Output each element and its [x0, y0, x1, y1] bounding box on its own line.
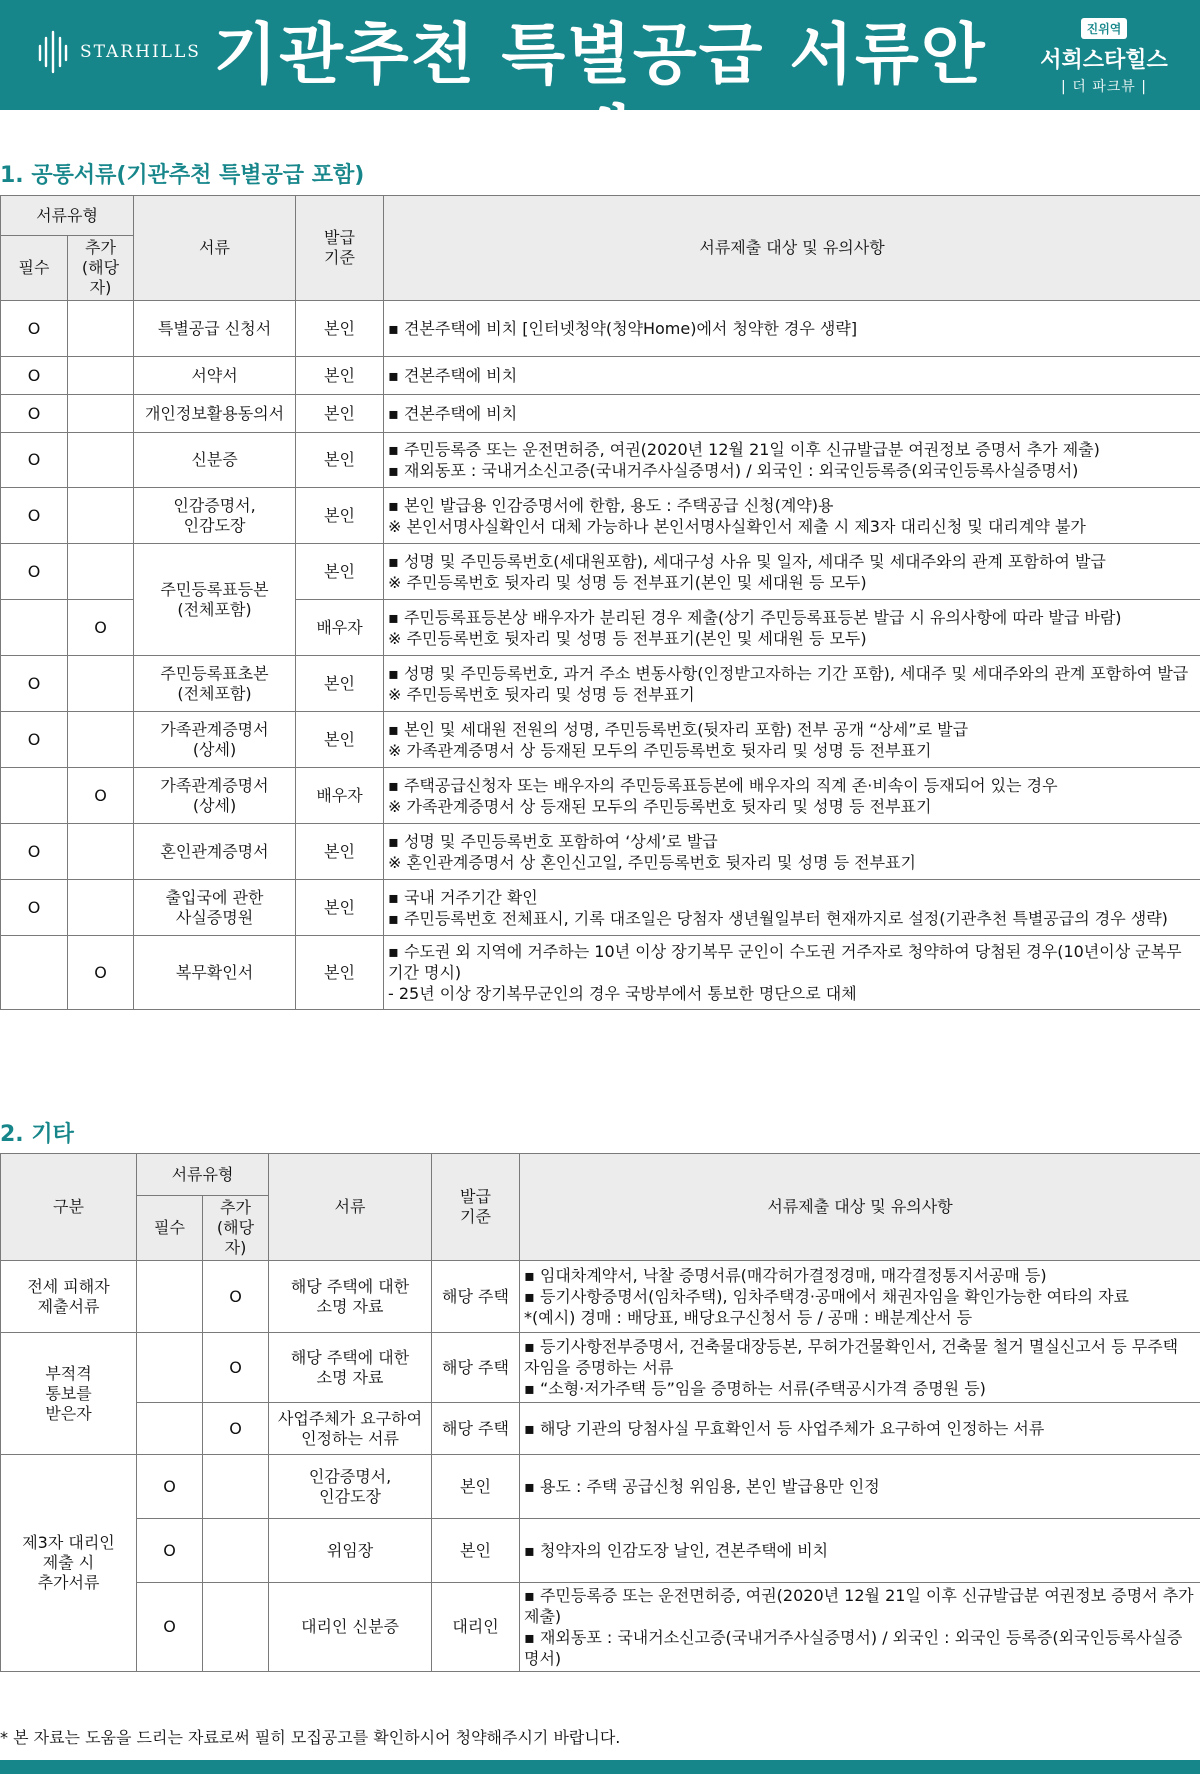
extra-mark: O	[68, 768, 134, 824]
doc-name: 복무확인서	[134, 936, 296, 1010]
basis-cell: 본인	[432, 1519, 520, 1583]
notes-cell	[384, 880, 1200, 936]
basis-cell: 본인	[296, 824, 384, 880]
doc-name: 가족관계증명서 (상세)	[134, 712, 296, 768]
doc-name: 주민등록표초본 (전체포함)	[134, 656, 296, 712]
basis-cell: 대리인	[432, 1583, 520, 1672]
note-line: ※ 주민등록번호 뒷자리 및 성명 등 전부표기	[388, 684, 695, 704]
required-mark: O	[1, 488, 68, 544]
note-line: ▪ 해당 기관의 당첨사실 무효확인서 등 사업주체가 요구하여 인정하는 서류	[524, 1419, 1045, 1438]
extra-mark	[68, 824, 134, 880]
doc-name: 대리인 신분증	[269, 1583, 432, 1672]
table-row	[1, 1333, 1200, 1403]
basis-cell: 본인	[296, 395, 384, 433]
note-line: ▪ 주민등록번호 전체표시, 기록 대조일은 당첨자 생년월일부터 현재까지로 설정(기관추천 특별공급의 경우 생략)	[388, 908, 1168, 928]
table-row	[1, 301, 1200, 357]
notes-cell	[520, 1455, 1200, 1519]
doc-name: 해당 주택에 대한 소명 자료	[269, 1261, 432, 1333]
table-row	[1, 1583, 1200, 1672]
th-doc-type: 서류유형	[137, 1154, 269, 1196]
required-mark: O	[1, 656, 68, 712]
brand-name: 서희스타힐스	[1040, 48, 1168, 73]
note-line: ▪ 견본주택에 비치 [인터넷청약(청약Home)에서 청약한 경우 생략]	[388, 319, 858, 338]
note-line: 자임을 증명하는 서류	[524, 1358, 674, 1377]
note-line: ▪ 수도권 외 지역에 거주하는 10년 이상 장기복무 군인이 수도권 거주자로 청약하여 당첨된 경우(10년이상 군복무	[388, 942, 1182, 961]
table-row	[1, 824, 1200, 880]
table-row	[1, 880, 1200, 936]
th-extra: 추가 (해당자)	[203, 1196, 269, 1261]
notes-cell	[384, 768, 1200, 824]
table-row	[1, 433, 1200, 488]
extra-mark	[68, 880, 134, 936]
note-line: ▪ 용도 : 주택 공급신청 위임용, 본인 발급용만 인정	[524, 1477, 880, 1496]
starhills-logo-icon	[36, 30, 70, 74]
starhills-logo	[36, 30, 201, 74]
category-cell: 제3자 대리인 제출 시 추가서류	[1, 1455, 137, 1672]
basis-cell: 본인	[296, 544, 384, 600]
th-basis: 발급 기준	[296, 196, 384, 301]
footer-bar	[0, 1760, 1200, 1774]
required-mark: O	[137, 1583, 203, 1672]
note-line: ▪ 주민등록증 또는 운전면허증, 여권(2020년 12월 21일 이후 신규발급분 여권정보 증명서 추가	[524, 1586, 1194, 1605]
th-doc: 서류	[269, 1154, 432, 1261]
note-line: ※ 주민등록번호 뒷자리 및 성명 등 전부표기(본인 및 세대원 등 모두)	[388, 628, 867, 648]
table-row	[1, 1455, 1200, 1519]
category-cell: 부적격 통보를 받은자	[1, 1333, 137, 1455]
note-line: ※ 가족관계증명서 상 등재된 모두의 주민등록번호 뒷자리 및 성명 등 전부표기	[388, 740, 932, 760]
basis-cell: 본인	[296, 301, 384, 357]
note-line: - 25년 이상 장기복무군인의 경우 국방부에서 통보한 명단으로 대체	[388, 984, 857, 1003]
extra-mark: O	[68, 600, 134, 656]
brand-subtitle: | 더 파크뷰 |	[1061, 79, 1147, 95]
note-line: ▪ 등기사항증명서(임차주택), 임차주택경·공매에서 채권자임을 확인가능한 여타의 자료	[524, 1287, 1129, 1306]
required-mark: O	[1, 301, 68, 357]
extra-mark	[68, 544, 134, 600]
basis-cell: 해당 주택	[432, 1261, 520, 1333]
required-mark: O	[1, 712, 68, 768]
th-extra: 추가 (해당자)	[68, 236, 134, 301]
other-documents-table	[0, 1153, 1200, 1672]
table-row	[1, 1261, 1200, 1333]
th-required: 필수	[1, 236, 68, 301]
extra-mark: O	[203, 1403, 269, 1455]
notes-cell	[520, 1403, 1200, 1455]
th-notes: 서류제출 대상 및 유의사항	[520, 1154, 1200, 1261]
note-line: 제출)	[524, 1607, 562, 1626]
table-row	[1, 357, 1200, 395]
category-cell: 전세 피해자 제출서류	[1, 1261, 137, 1333]
note-line: ▪ “소형·저가주택 등”임을 증명하는 서류(주택공시가격 증명원 등)	[524, 1379, 986, 1398]
note-line: ▪ 성명 및 주민등록번호 포함하여 ‘상세’로 발급	[388, 831, 718, 851]
basis-cell: 본인	[296, 712, 384, 768]
note-line: ▪ 본인 및 세대원 전원의 성명, 주민등록번호(뒷자리 포함) 전부 공개 “상세”로 발급	[388, 719, 969, 739]
doc-name: 신분증	[134, 433, 296, 488]
note-line: ▪ 국내 거주기간 확인	[388, 887, 538, 907]
note-line: ▪ 주택공급신청자 또는 배우자의 주민등록표등본에 배우자의 직계 존·비속이 등재되어 있는 경우	[388, 775, 1058, 795]
extra-mark	[68, 357, 134, 395]
notes-cell	[384, 712, 1200, 768]
doc-name: 출입국에 관한 사실증명원	[134, 880, 296, 936]
basis-cell: 본인	[296, 656, 384, 712]
notes-cell	[384, 600, 1200, 656]
extra-mark	[203, 1455, 269, 1519]
header-banner	[0, 0, 1200, 175]
extra-mark	[68, 433, 134, 488]
required-mark: O	[1, 544, 68, 600]
common-documents-table	[0, 195, 1200, 1010]
note-line: ▪ 성명 및 주민등록번호, 과거 주소 변동사항(인정받고자하는 기간 포함), 세대주 및 세대주와의 관계 포함하여 발급	[388, 663, 1189, 683]
note-line: ▪ 본인 발급용 인감증명서에 한함, 용도 : 주택공급 신청(계약)용	[388, 495, 834, 515]
table-row	[1, 768, 1200, 824]
logo-text: STARHILLS	[80, 42, 201, 62]
basis-cell: 본인	[296, 880, 384, 936]
extra-mark	[203, 1583, 269, 1672]
notes-cell	[520, 1519, 1200, 1583]
extra-mark: O	[203, 1333, 269, 1403]
notes-cell	[384, 656, 1200, 712]
required-mark: O	[1, 880, 68, 936]
basis-cell: 배우자	[296, 600, 384, 656]
doc-name: 가족관계증명서 (상세)	[134, 768, 296, 824]
extra-mark: O	[203, 1261, 269, 1333]
notes-cell	[520, 1583, 1200, 1672]
required-mark	[137, 1403, 203, 1455]
doc-name: 사업주체가 요구하여 인정하는 서류	[269, 1403, 432, 1455]
notes-cell	[384, 301, 1200, 357]
required-mark: O	[137, 1519, 203, 1583]
note-line: ▪ 청약자의 인감도장 날인, 견본주택에 비치	[524, 1541, 829, 1560]
basis-cell: 해당 주택	[432, 1403, 520, 1455]
table-row	[1, 1403, 1200, 1455]
table-row	[1, 936, 1200, 1010]
required-mark: O	[1, 433, 68, 488]
note-line: ▪ 성명 및 주민등록번호(세대원포함), 세대구성 사유 및 일자, 세대주 및 세대주와의 관계 포함하여 발급	[388, 551, 1106, 571]
note-line: ▪ 임대차계약서, 낙찰 증명서류(매각허가결정경매, 매각결정통지서공매 등)	[524, 1266, 1047, 1285]
notes-cell	[384, 395, 1200, 433]
table-row	[1, 544, 1200, 600]
basis-cell: 해당 주택	[432, 1333, 520, 1403]
required-mark: O	[1, 357, 68, 395]
basis-cell: 본인	[296, 936, 384, 1010]
required-mark	[1, 936, 68, 1010]
doc-name: 서약서	[134, 357, 296, 395]
extra-mark	[68, 656, 134, 712]
basis-cell: 본인	[296, 488, 384, 544]
note-line: ▪ 주민등록표등본상 배우자가 분리된 경우 제출(상기 주민등록표등본 발급 시 유의사항에 따라 발급 바람)	[388, 607, 1122, 627]
basis-cell: 본인	[432, 1455, 520, 1519]
footer-note: * 본 자료는 도움을 드리는 자료로써 필히 모집공고를 확인하시어 청약해주시기 바랍니다.	[0, 1728, 621, 1747]
required-mark: O	[137, 1455, 203, 1519]
th-notes: 서류제출 대상 및 유의사항	[384, 196, 1200, 301]
notes-cell	[384, 488, 1200, 544]
table-row	[1, 1519, 1200, 1583]
notes-cell	[384, 433, 1200, 488]
basis-cell: 본인	[296, 357, 384, 395]
brand-block	[1034, 18, 1174, 96]
note-line: ▪ 재외동포 : 국내거소신고증(국내거주사실증명서) / 외국인 : 외국인 등록증(외국인등록사실증	[524, 1628, 1183, 1647]
required-mark: O	[1, 824, 68, 880]
section1-title: 1. 공통서류(기관추천 특별공급 포함)	[0, 163, 365, 188]
table-row	[1, 656, 1200, 712]
note-line: ※ 본인서명사실확인서 대체 가능하나 본인서명사실확인서 제출 시 제3자 대리신청 및 대리계약 불가	[388, 516, 1086, 536]
doc-name: 특별공급 신청서	[134, 301, 296, 357]
note-line: ▪ 견본주택에 비치	[388, 404, 518, 423]
note-line: 명서)	[524, 1649, 562, 1668]
table-row	[1, 712, 1200, 768]
doc-name: 혼인관계증명서	[134, 824, 296, 880]
required-mark	[137, 1261, 203, 1333]
required-mark	[1, 600, 68, 656]
note-line: ▪ 재외동포 : 국내거소신고증(국내거주사실증명서) / 외국인 : 외국인등록증(외국인등록사실증명서)	[388, 461, 1079, 480]
doc-name: 위임장	[269, 1519, 432, 1583]
note-line: ▪ 등기사항전부증명서, 건축물대장등본, 무허가건물확인서, 건축물 철거 멸실신고서 등 무주택	[524, 1337, 1179, 1356]
note-line: ※ 주민등록번호 뒷자리 및 성명 등 전부표기(본인 및 세대원 등 모두)	[388, 572, 867, 592]
note-line: ※ 가족관계증명서 상 등재된 모두의 주민등록번호 뒷자리 및 성명 등 전부표기	[388, 796, 932, 816]
th-category: 구분	[1, 1154, 137, 1261]
extra-mark	[68, 712, 134, 768]
required-mark	[1, 768, 68, 824]
notes-cell	[384, 357, 1200, 395]
basis-cell: 본인	[296, 433, 384, 488]
th-basis: 발급 기준	[432, 1154, 520, 1261]
table-row	[1, 395, 1200, 433]
table-row	[1, 488, 1200, 544]
note-line: 기간 명시)	[388, 963, 462, 982]
notes-cell	[520, 1333, 1200, 1403]
page-title: 기관추천 특별공급 서류안내	[213, 16, 987, 175]
notes-cell	[520, 1261, 1200, 1333]
th-required: 필수	[137, 1196, 203, 1261]
notes-cell	[384, 824, 1200, 880]
doc-name: 주민등록표등본 (전체포함)	[134, 544, 296, 656]
required-mark: O	[1, 395, 68, 433]
note-line: ▪ 견본주택에 비치	[388, 366, 518, 385]
doc-name: 해당 주택에 대한 소명 자료	[269, 1333, 432, 1403]
doc-name: 인감증명서, 인감도장	[134, 488, 296, 544]
extra-mark	[68, 488, 134, 544]
extra-mark	[203, 1519, 269, 1583]
station-badge: 진위역	[1081, 18, 1128, 39]
doc-name: 개인정보활용동의서	[134, 395, 296, 433]
note-line: ※ 혼인관계증명서 상 혼인신고일, 주민등록번호 뒷자리 및 성명 등 전부표기	[388, 852, 916, 872]
note-line: ▪ 주민등록증 또는 운전면허증, 여권(2020년 12월 21일 이후 신규발급분 여권정보 증명서 추가 제출)	[388, 440, 1100, 459]
extra-mark: O	[68, 936, 134, 1010]
doc-name: 인감증명서, 인감도장	[269, 1455, 432, 1519]
basis-cell: 배우자	[296, 768, 384, 824]
th-doc-type: 서류유형	[1, 196, 134, 236]
extra-mark	[68, 301, 134, 357]
section2-title: 2. 기타	[0, 1122, 74, 1147]
note-line: *(예시) 경매 : 배당표, 배당요구신청서 등 / 공매 : 배분계산서 등	[524, 1308, 973, 1327]
extra-mark	[68, 395, 134, 433]
th-doc: 서류	[134, 196, 296, 301]
notes-cell	[384, 544, 1200, 600]
notes-cell	[384, 936, 1200, 1010]
required-mark	[137, 1333, 203, 1403]
